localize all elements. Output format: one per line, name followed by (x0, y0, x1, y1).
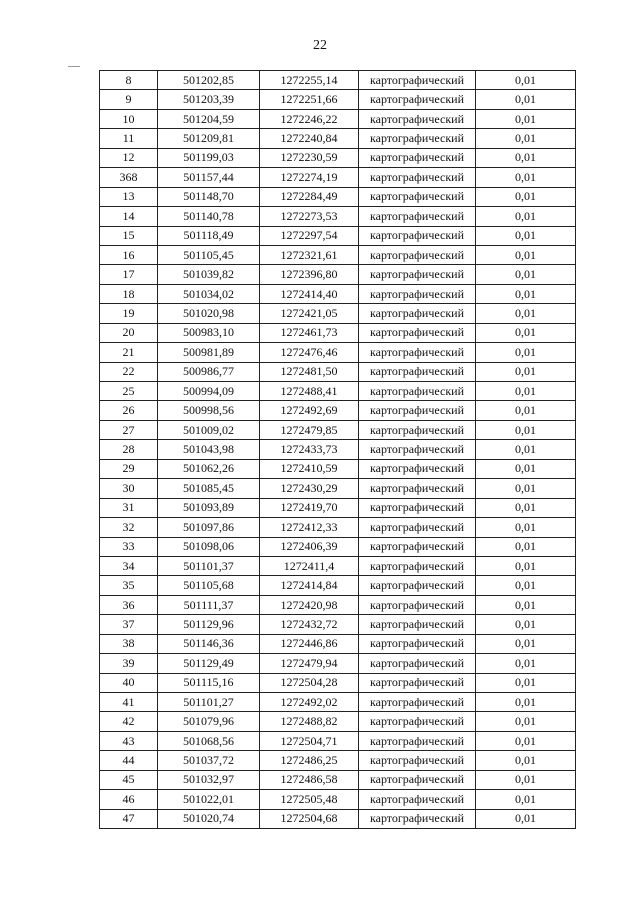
point-number-cell: 34 (100, 556, 158, 575)
y-coordinate-cell: 1272492,02 (260, 693, 359, 712)
y-coordinate-cell: 1272321,61 (260, 245, 359, 264)
x-coordinate-cell: 500994,09 (158, 382, 260, 401)
accuracy-cell: 0,01 (476, 362, 576, 381)
method-cell: картографический (359, 498, 476, 517)
table-row (100, 323, 576, 342)
point-number-cell: 36 (100, 595, 158, 614)
method-cell: картографический (359, 440, 476, 459)
point-number-cell: 43 (100, 731, 158, 750)
point-number-cell: 25 (100, 382, 158, 401)
point-number-cell: 33 (100, 537, 158, 556)
table-row (100, 809, 576, 828)
x-coordinate-cell: 501105,68 (158, 576, 260, 595)
accuracy-cell: 0,01 (476, 382, 576, 401)
table-row (100, 148, 576, 167)
table-row (100, 265, 576, 284)
table-row (100, 731, 576, 750)
y-coordinate-cell: 1272479,94 (260, 654, 359, 673)
y-coordinate-cell: 1272421,05 (260, 304, 359, 323)
point-number-cell: 32 (100, 518, 158, 537)
accuracy-cell: 0,01 (476, 440, 576, 459)
x-coordinate-cell: 501101,37 (158, 556, 260, 575)
accuracy-cell: 0,01 (476, 673, 576, 692)
accuracy-cell: 0,01 (476, 168, 576, 187)
x-coordinate-cell: 501068,56 (158, 731, 260, 750)
x-coordinate-cell: 500998,56 (158, 401, 260, 420)
table-row (100, 595, 576, 614)
y-coordinate-cell: 1272410,59 (260, 459, 359, 478)
table-row (100, 362, 576, 381)
table-row (100, 459, 576, 478)
method-cell: картографический (359, 71, 476, 90)
accuracy-cell: 0,01 (476, 207, 576, 226)
table-row (100, 770, 576, 789)
x-coordinate-cell: 501098,06 (158, 537, 260, 556)
x-coordinate-cell: 501093,89 (158, 498, 260, 517)
accuracy-cell: 0,01 (476, 226, 576, 245)
y-coordinate-cell: 1272432,72 (260, 615, 359, 634)
y-coordinate-cell: 1272230,59 (260, 148, 359, 167)
method-cell: картографический (359, 693, 476, 712)
x-coordinate-cell: 501146,36 (158, 634, 260, 653)
accuracy-cell: 0,01 (476, 420, 576, 439)
method-cell: картографический (359, 654, 476, 673)
method-cell: картографический (359, 790, 476, 809)
x-coordinate-cell: 501157,44 (158, 168, 260, 187)
point-number-cell: 37 (100, 615, 158, 634)
table-row (100, 284, 576, 303)
y-coordinate-cell: 1272284,49 (260, 187, 359, 206)
accuracy-cell: 0,01 (476, 245, 576, 264)
point-number-cell: 11 (100, 129, 158, 148)
x-coordinate-cell: 501209,81 (158, 129, 260, 148)
table-row (100, 576, 576, 595)
accuracy-cell: 0,01 (476, 90, 576, 109)
accuracy-cell: 0,01 (476, 148, 576, 167)
table-row (100, 168, 576, 187)
table-row (100, 537, 576, 556)
table-row (100, 304, 576, 323)
x-coordinate-cell: 501062,26 (158, 459, 260, 478)
point-number-cell: 21 (100, 343, 158, 362)
method-cell: картографический (359, 770, 476, 789)
table-row (100, 343, 576, 362)
table-body (100, 71, 576, 829)
method-cell: картографический (359, 556, 476, 575)
y-coordinate-cell: 1272297,54 (260, 226, 359, 245)
method-cell: картографический (359, 518, 476, 537)
y-coordinate-cell: 1272492,69 (260, 401, 359, 420)
point-number-cell: 38 (100, 634, 158, 653)
y-coordinate-cell: 1272433,73 (260, 440, 359, 459)
x-coordinate-cell: 501111,37 (158, 595, 260, 614)
y-coordinate-cell: 1272273,53 (260, 207, 359, 226)
y-coordinate-cell: 1272274,19 (260, 168, 359, 187)
table-row (100, 634, 576, 653)
method-cell: картографический (359, 109, 476, 128)
x-coordinate-cell: 501039,82 (158, 265, 260, 284)
accuracy-cell: 0,01 (476, 129, 576, 148)
table-row (100, 187, 576, 206)
point-number-cell: 13 (100, 187, 158, 206)
table-row (100, 90, 576, 109)
x-coordinate-cell: 501085,45 (158, 479, 260, 498)
table-row (100, 479, 576, 498)
point-number-cell: 22 (100, 362, 158, 381)
point-number-cell: 12 (100, 148, 158, 167)
accuracy-cell: 0,01 (476, 71, 576, 90)
y-coordinate-cell: 1272414,84 (260, 576, 359, 595)
point-number-cell: 26 (100, 401, 158, 420)
x-coordinate-cell: 501079,96 (158, 712, 260, 731)
table-row (100, 654, 576, 673)
accuracy-cell: 0,01 (476, 518, 576, 537)
method-cell: картографический (359, 731, 476, 750)
point-number-cell: 28 (100, 440, 158, 459)
y-coordinate-cell: 1272461,73 (260, 323, 359, 342)
accuracy-cell: 0,01 (476, 343, 576, 362)
accuracy-cell: 0,01 (476, 284, 576, 303)
margin-mark (68, 66, 80, 67)
point-number-cell: 15 (100, 226, 158, 245)
x-coordinate-cell: 501097,86 (158, 518, 260, 537)
accuracy-cell: 0,01 (476, 731, 576, 750)
method-cell: картографический (359, 129, 476, 148)
y-coordinate-cell: 1272430,29 (260, 479, 359, 498)
accuracy-cell: 0,01 (476, 634, 576, 653)
y-coordinate-cell: 1272414,40 (260, 284, 359, 303)
point-number-cell: 17 (100, 265, 158, 284)
point-number-cell: 35 (100, 576, 158, 595)
method-cell: картографический (359, 168, 476, 187)
point-number-cell: 42 (100, 712, 158, 731)
accuracy-cell: 0,01 (476, 479, 576, 498)
accuracy-cell: 0,01 (476, 323, 576, 342)
table-row (100, 382, 576, 401)
x-coordinate-cell: 500986,77 (158, 362, 260, 381)
method-cell: картографический (359, 226, 476, 245)
x-coordinate-cell: 501020,74 (158, 809, 260, 828)
method-cell: картографический (359, 459, 476, 478)
x-coordinate-cell: 501101,27 (158, 693, 260, 712)
accuracy-cell: 0,01 (476, 498, 576, 517)
x-coordinate-cell: 501204,59 (158, 109, 260, 128)
accuracy-cell: 0,01 (476, 693, 576, 712)
x-coordinate-cell: 501118,49 (158, 226, 260, 245)
method-cell: картографический (359, 90, 476, 109)
y-coordinate-cell: 1272240,84 (260, 129, 359, 148)
y-coordinate-cell: 1272486,25 (260, 751, 359, 770)
y-coordinate-cell: 1272481,50 (260, 362, 359, 381)
accuracy-cell: 0,01 (476, 187, 576, 206)
y-coordinate-cell: 1272504,68 (260, 809, 359, 828)
accuracy-cell: 0,01 (476, 109, 576, 128)
point-number-cell: 30 (100, 479, 158, 498)
table-row (100, 420, 576, 439)
y-coordinate-cell: 1272479,85 (260, 420, 359, 439)
method-cell: картографический (359, 595, 476, 614)
point-number-cell: 41 (100, 693, 158, 712)
y-coordinate-cell: 1272419,70 (260, 498, 359, 517)
y-coordinate-cell: 1272251,66 (260, 90, 359, 109)
method-cell: картографический (359, 284, 476, 303)
method-cell: картографический (359, 207, 476, 226)
method-cell: картографический (359, 634, 476, 653)
method-cell: картографический (359, 673, 476, 692)
point-number-cell: 27 (100, 420, 158, 439)
accuracy-cell: 0,01 (476, 304, 576, 323)
point-number-cell: 18 (100, 284, 158, 303)
table-row (100, 245, 576, 264)
accuracy-cell: 0,01 (476, 751, 576, 770)
accuracy-cell: 0,01 (476, 576, 576, 595)
method-cell: картографический (359, 809, 476, 828)
accuracy-cell: 0,01 (476, 401, 576, 420)
point-number-cell: 40 (100, 673, 158, 692)
point-number-cell: 16 (100, 245, 158, 264)
x-coordinate-cell: 501105,45 (158, 245, 260, 264)
table-row (100, 401, 576, 420)
point-number-cell: 31 (100, 498, 158, 517)
accuracy-cell: 0,01 (476, 654, 576, 673)
point-number-cell: 44 (100, 751, 158, 770)
method-cell: картографический (359, 576, 476, 595)
accuracy-cell: 0,01 (476, 459, 576, 478)
accuracy-cell: 0,01 (476, 537, 576, 556)
x-coordinate-cell: 501129,96 (158, 615, 260, 634)
x-coordinate-cell: 501037,72 (158, 751, 260, 770)
x-coordinate-cell: 501043,98 (158, 440, 260, 459)
y-coordinate-cell: 1272486,58 (260, 770, 359, 789)
method-cell: картографический (359, 537, 476, 556)
point-number-cell: 39 (100, 654, 158, 673)
method-cell: картографический (359, 401, 476, 420)
point-number-cell: 45 (100, 770, 158, 789)
x-coordinate-cell: 501034,02 (158, 284, 260, 303)
y-coordinate-cell: 1272255,14 (260, 71, 359, 90)
point-number-cell: 14 (100, 207, 158, 226)
point-number-cell: 47 (100, 809, 158, 828)
x-coordinate-cell: 501129,49 (158, 654, 260, 673)
x-coordinate-cell: 501115,16 (158, 673, 260, 692)
method-cell: картографический (359, 265, 476, 284)
point-number-cell: 368 (100, 168, 158, 187)
point-number-cell: 20 (100, 323, 158, 342)
method-cell: картографический (359, 187, 476, 206)
x-coordinate-cell: 501032,97 (158, 770, 260, 789)
y-coordinate-cell: 1272412,33 (260, 518, 359, 537)
table-row (100, 693, 576, 712)
y-coordinate-cell: 1272488,82 (260, 712, 359, 731)
accuracy-cell: 0,01 (476, 265, 576, 284)
table-row (100, 712, 576, 731)
table-row (100, 673, 576, 692)
page-number: 22 (313, 38, 327, 53)
table-row (100, 498, 576, 517)
y-coordinate-cell: 1272504,71 (260, 731, 359, 750)
y-coordinate-cell: 1272505,48 (260, 790, 359, 809)
y-coordinate-cell: 1272504,28 (260, 673, 359, 692)
method-cell: картографический (359, 343, 476, 362)
y-coordinate-cell: 1272420,98 (260, 595, 359, 614)
method-cell: картографический (359, 245, 476, 264)
table-row (100, 129, 576, 148)
x-coordinate-cell: 501199,03 (158, 148, 260, 167)
table-row (100, 440, 576, 459)
x-coordinate-cell: 501148,70 (158, 187, 260, 206)
method-cell: картографический (359, 382, 476, 401)
method-cell: картографический (359, 751, 476, 770)
table-row (100, 226, 576, 245)
accuracy-cell: 0,01 (476, 615, 576, 634)
accuracy-cell: 0,01 (476, 556, 576, 575)
x-coordinate-cell: 501009,02 (158, 420, 260, 439)
method-cell: картографический (359, 615, 476, 634)
table-row (100, 207, 576, 226)
y-coordinate-cell: 1272406,39 (260, 537, 359, 556)
method-cell: картографический (359, 479, 476, 498)
y-coordinate-cell: 1272488,41 (260, 382, 359, 401)
accuracy-cell: 0,01 (476, 595, 576, 614)
table-row (100, 790, 576, 809)
table-row (100, 556, 576, 575)
y-coordinate-cell: 1272446,86 (260, 634, 359, 653)
x-coordinate-cell: 500981,89 (158, 343, 260, 362)
accuracy-cell: 0,01 (476, 712, 576, 731)
x-coordinate-cell: 501020,98 (158, 304, 260, 323)
y-coordinate-cell: 1272411,4 (260, 556, 359, 575)
method-cell: картографический (359, 148, 476, 167)
point-number-cell: 46 (100, 790, 158, 809)
accuracy-cell: 0,01 (476, 809, 576, 828)
x-coordinate-cell: 501203,39 (158, 90, 260, 109)
coordinates-table (99, 70, 576, 829)
accuracy-cell: 0,01 (476, 790, 576, 809)
y-coordinate-cell: 1272476,46 (260, 343, 359, 362)
x-coordinate-cell: 501202,85 (158, 71, 260, 90)
table-row (100, 71, 576, 90)
point-number-cell: 19 (100, 304, 158, 323)
table-row (100, 615, 576, 634)
point-number-cell: 29 (100, 459, 158, 478)
y-coordinate-cell: 1272396,80 (260, 265, 359, 284)
x-coordinate-cell: 501140,78 (158, 207, 260, 226)
method-cell: картографический (359, 323, 476, 342)
table-row (100, 518, 576, 537)
accuracy-cell: 0,01 (476, 770, 576, 789)
table-row (100, 751, 576, 770)
x-coordinate-cell: 501022,01 (158, 790, 260, 809)
method-cell: картографический (359, 420, 476, 439)
y-coordinate-cell: 1272246,22 (260, 109, 359, 128)
table-row (100, 109, 576, 128)
point-number-cell: 9 (100, 90, 158, 109)
method-cell: картографический (359, 304, 476, 323)
point-number-cell: 8 (100, 71, 158, 90)
x-coordinate-cell: 500983,10 (158, 323, 260, 342)
method-cell: картографический (359, 362, 476, 381)
method-cell: картографический (359, 712, 476, 731)
point-number-cell: 10 (100, 109, 158, 128)
